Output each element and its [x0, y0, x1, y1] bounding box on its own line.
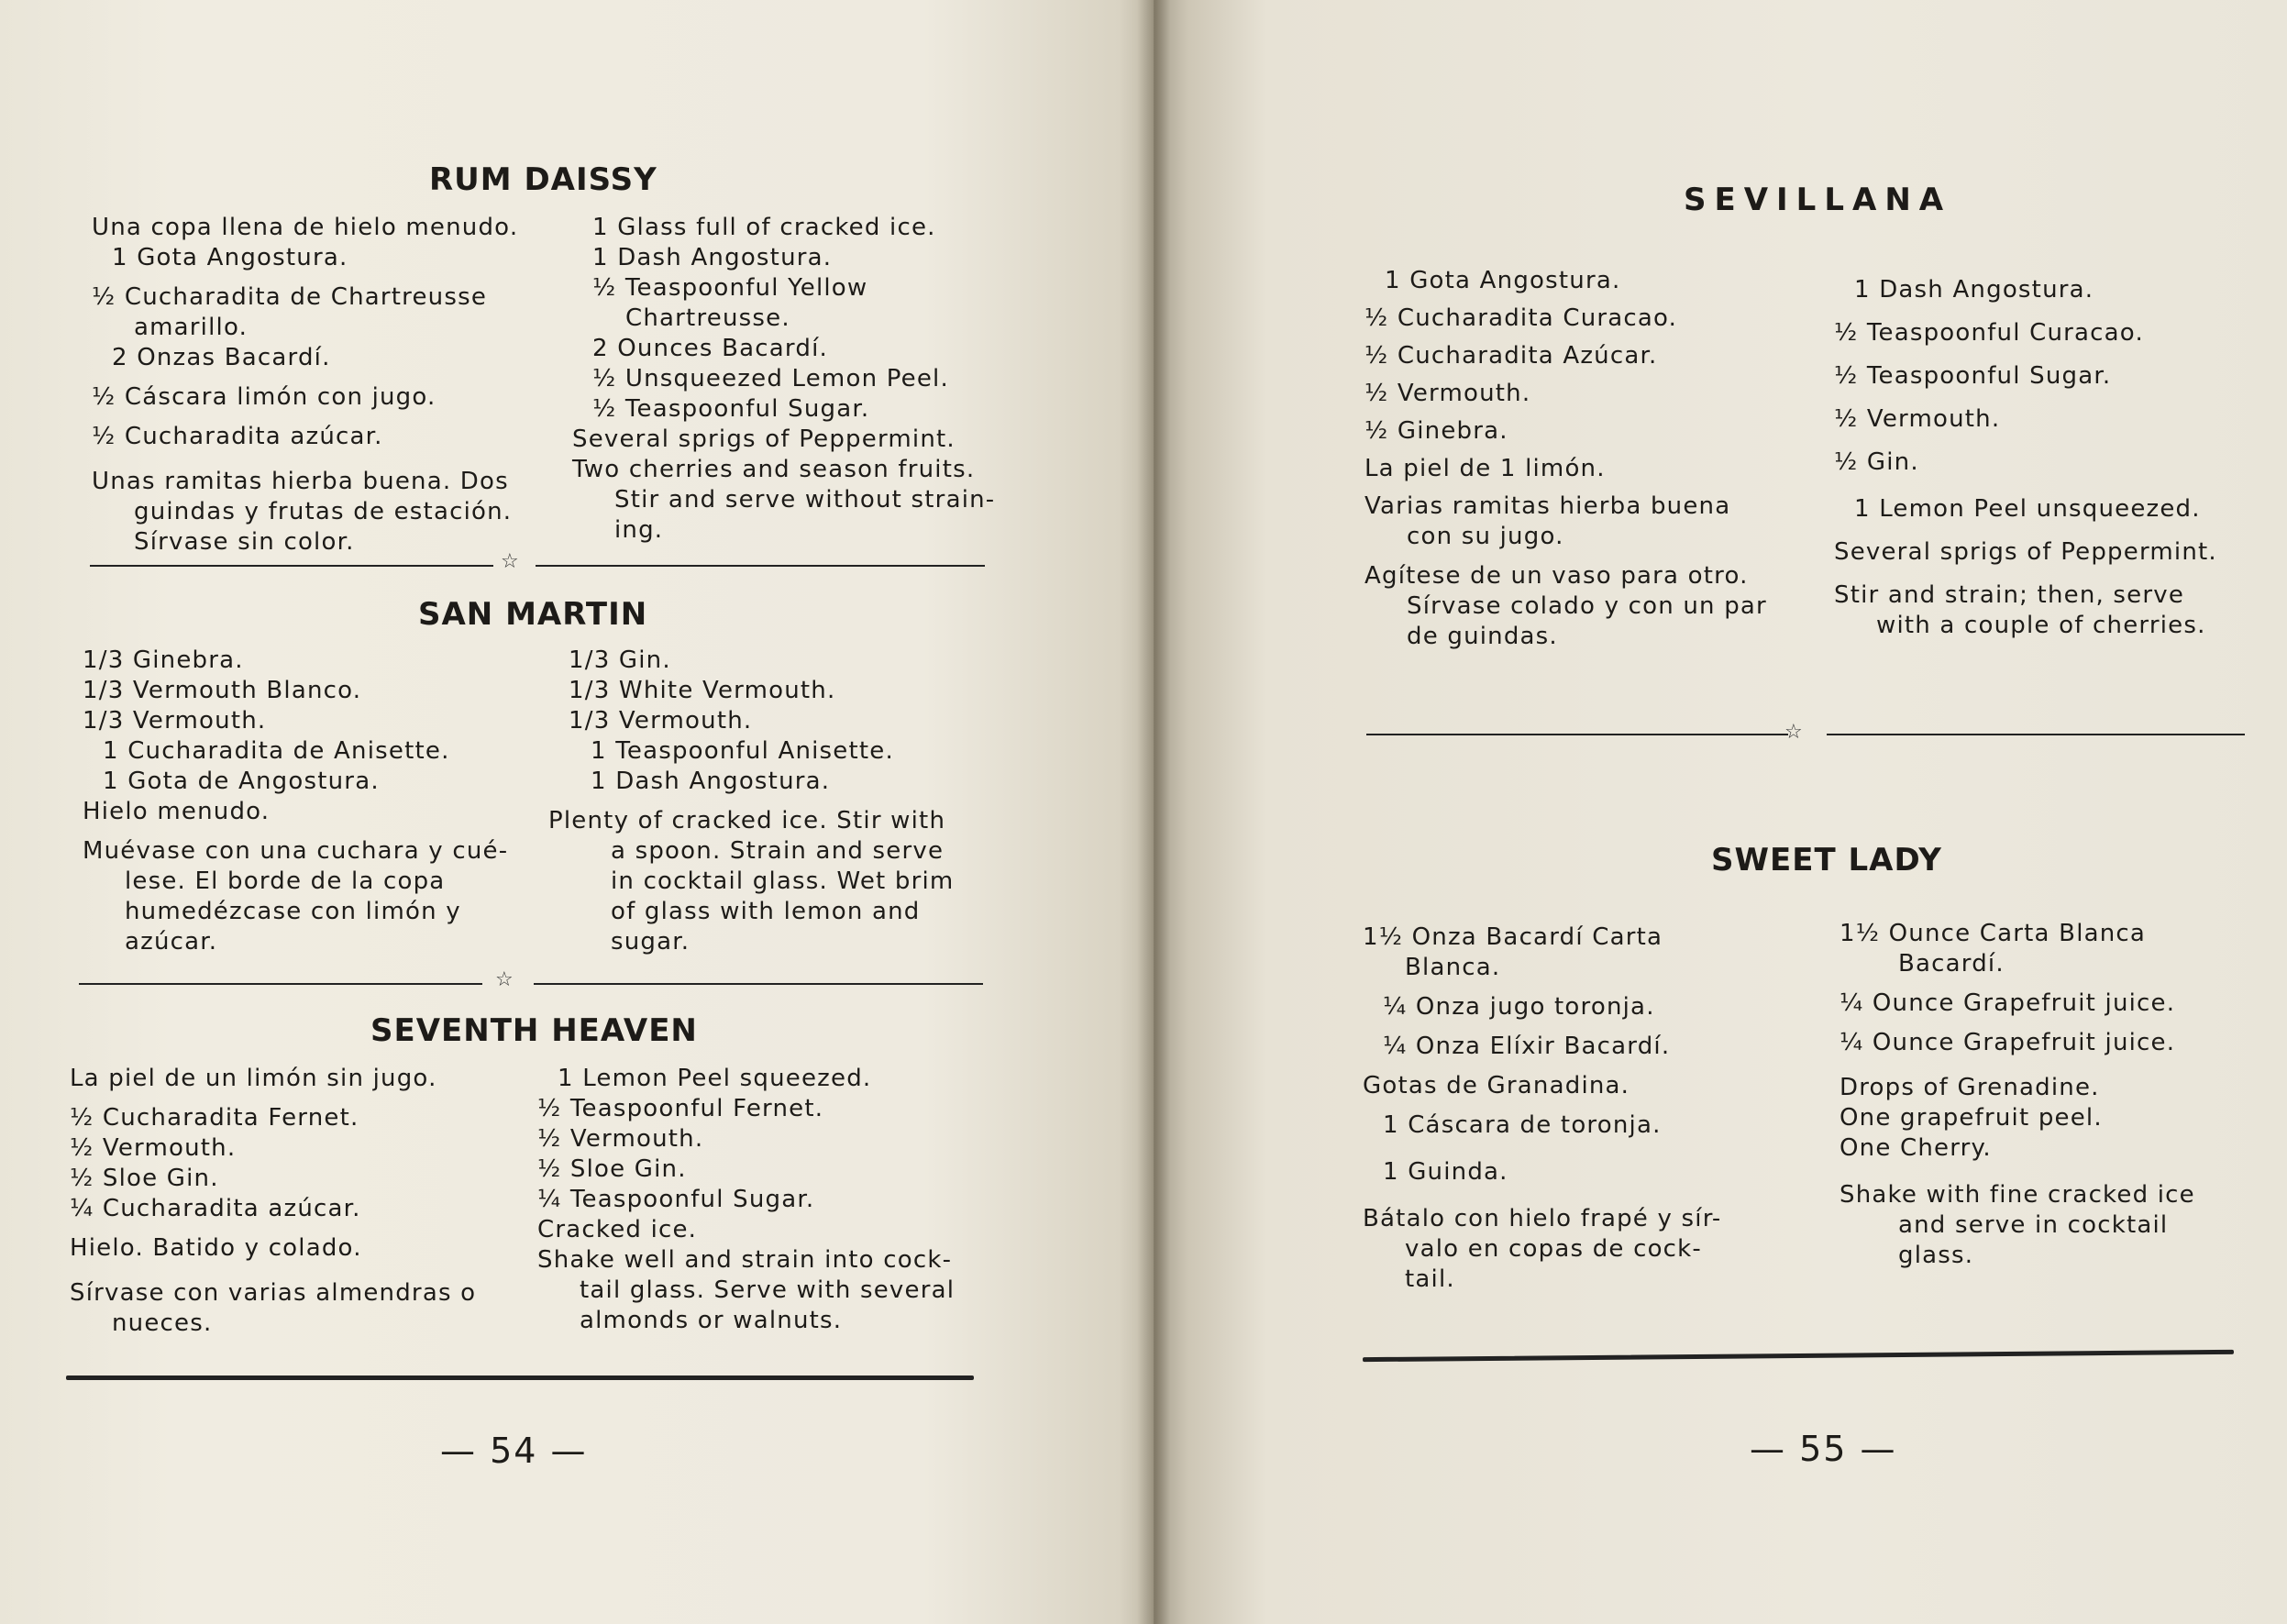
ingredient-line: 1½ Onza Bacardí Carta	[1363, 923, 1663, 951]
ingredient-line: ½ Unsqueezed Lemon Peel.	[592, 365, 949, 392]
ingredient-line: ¼ Teaspoonful Sugar.	[537, 1186, 815, 1213]
ingredient-line: 1 Lemon Peel unsqueezed.	[1854, 495, 2201, 523]
ingredient-line: 1 Cucharadita de Anisette.	[103, 737, 450, 765]
instruction-line: with a couple of cherries.	[1876, 612, 2206, 639]
ingredient-line: 1 Gota de Angostura.	[103, 768, 380, 795]
ingredient-line: ¼ Ounce Grapefruit juice.	[1840, 989, 2176, 1017]
page-number: — 55 —	[1750, 1429, 1897, 1469]
ingredient-line: Hielo menudo.	[83, 798, 271, 825]
ingredient-line: ½ Vermouth.	[1834, 405, 2001, 433]
ingredient-line: Blanca.	[1405, 954, 1501, 981]
ingredient-line: ½ Gin.	[1834, 448, 1919, 476]
ingredient-line: 1 Cáscara de toronja.	[1383, 1111, 1662, 1139]
ingredient-line: ¼ Cucharadita azúcar.	[70, 1195, 361, 1222]
recipe-title-san-martin: SAN MARTIN	[418, 596, 648, 633]
ingredient-line: 1 Gota Angostura.	[112, 244, 348, 271]
separator-rule	[1366, 734, 1788, 735]
rum-daissy-english-column	[572, 213, 995, 546]
instruction-line: azúcar.	[125, 928, 218, 956]
page-number: — 54 —	[440, 1431, 588, 1471]
ingredient-line: 1 Gota Angostura.	[1385, 267, 1621, 294]
instruction-line: Stir and strain; then, serve	[1834, 581, 2185, 609]
ingredient-line: 1/3 White Vermouth.	[569, 677, 836, 704]
ingredient-line: ½ Ginebra.	[1364, 417, 1508, 445]
ingredient-line: 1/3 Vermouth.	[569, 707, 753, 735]
instruction-line: Hielo. Batido y colado.	[70, 1234, 362, 1262]
ingredient-line: 1/3 Ginebra.	[83, 646, 244, 674]
ingredient-line: con su jugo.	[1407, 523, 1564, 550]
ingredient-line: 1 Dash Angostura.	[1854, 276, 2094, 304]
instruction-line: tail.	[1405, 1265, 1455, 1293]
instruction-line: nueces.	[112, 1309, 213, 1337]
separator-rule	[90, 565, 493, 567]
instruction-line: Sírvase con varias almendras o	[70, 1279, 477, 1307]
sweet-lady-spanish-column	[1363, 922, 1722, 1295]
ingredient-line: ½ Teaspoonful Sugar.	[1834, 362, 2112, 390]
separator-rule	[536, 565, 985, 567]
ingredient-line: La piel de un limón sin jugo.	[70, 1065, 437, 1092]
san-martin-english-column	[548, 646, 954, 957]
instruction-line: a spoon. Strain and serve	[611, 837, 945, 865]
sevillana-english-column	[1834, 275, 2217, 641]
ingredient-line: ½ Cucharadita Fernet.	[70, 1104, 359, 1132]
ingredient-line: ½ Cucharadita de Chartreusse	[92, 283, 488, 311]
star-ornament: ☆	[501, 550, 519, 573]
instruction-line: ing.	[614, 516, 664, 544]
ingredient-line: 1 Glass full of cracked ice.	[592, 214, 936, 241]
ingredient-line: ½ Teaspoonful Curacao.	[1834, 319, 2144, 347]
ingredient-line: ¼ Ounce Grapefruit juice.	[1840, 1029, 2176, 1056]
sevillana-spanish-column	[1364, 266, 1767, 652]
ingredient-line: 1/3 Gin.	[569, 646, 671, 674]
ingredient-line: Varias ramitas hierba buena	[1364, 492, 1731, 520]
ingredient-line: Cracked ice.	[537, 1216, 698, 1243]
seventh-heaven-english-column	[537, 1064, 955, 1336]
instruction-line: Agítese de un vaso para otro.	[1364, 562, 1749, 590]
instruction-line: Muévase con una cuchara y cué-	[83, 837, 509, 865]
ingredient-line: 1 Dash Angostura.	[592, 244, 833, 271]
ingredient-line: ¼ Onza Elíxir Bacardí.	[1383, 1033, 1671, 1060]
ingredient-line: ½ Cáscara limón con jugo.	[92, 383, 436, 411]
instruction-line: lese. El borde de la copa	[125, 867, 446, 895]
bottom-rule	[66, 1375, 974, 1380]
ingredient-line: 1/3 Vermouth.	[83, 707, 267, 735]
instruction-line: Shake with fine cracked ice	[1840, 1181, 2195, 1209]
ingredient-line: Bacardí.	[1898, 950, 2005, 978]
instruction-line: sugar.	[611, 928, 691, 956]
ingredient-line: ½ Vermouth.	[70, 1134, 237, 1162]
ingredient-line: ½ Vermouth.	[537, 1125, 704, 1153]
instruction-line: Unas ramitas hierba buena. Dos	[92, 468, 509, 495]
ingredient-line: ½ Cucharadita azúcar.	[92, 423, 383, 450]
instruction-line: humedézcase con limón y	[125, 898, 461, 925]
ingredient-line: Several sprigs of Peppermint.	[1834, 538, 2217, 566]
instruction-line: Bátalo con hielo frapé y sír-	[1363, 1205, 1722, 1232]
recipe-title-seventh-heaven: SEVENTH HEAVEN	[370, 1012, 698, 1049]
ingredient-line: ½ Sloe Gin.	[537, 1155, 687, 1183]
ingredient-line: 1 Lemon Peel squeezed.	[558, 1065, 872, 1092]
ingredient-line: 1½ Ounce Carta Blanca	[1840, 920, 2147, 947]
ingredient-line: 1 Guinda.	[1383, 1158, 1508, 1186]
instruction-line: glass.	[1898, 1242, 1974, 1269]
rum-daissy-spanish-column	[92, 213, 518, 558]
ingredient-line: 2 Ounces Bacardí.	[592, 335, 828, 362]
book-gutter	[1137, 0, 1170, 1624]
instruction-line: Stir and serve without strain-	[614, 486, 996, 514]
san-martin-spanish-column	[83, 646, 508, 957]
ingredient-line: 1/3 Vermouth Blanco.	[83, 677, 362, 704]
instruction-line: of glass with lemon and	[611, 898, 921, 925]
bottom-rule	[1363, 1350, 2234, 1362]
ingredient-line: La piel de 1 limón.	[1364, 455, 1606, 482]
ingredient-line: ½ Cucharadita Azúcar.	[1364, 342, 1658, 370]
ingredient-line: ½ Teaspoonful Yellow	[592, 274, 868, 302]
recipe-title-sweet-lady: SWEET LADY	[1711, 842, 1942, 878]
instruction-line: Plenty of cracked ice. Stir with	[548, 807, 946, 834]
ingredient-line: ½ Teaspoonful Fernet.	[537, 1095, 824, 1122]
ingredient-line: Una copa llena de hielo menudo.	[92, 214, 519, 241]
instruction-line: and serve in cocktail	[1898, 1211, 2169, 1239]
instruction-line: valo en copas de cock-	[1405, 1235, 1703, 1263]
ingredient-line: ½ Sloe Gin.	[70, 1165, 219, 1192]
ingredient-line: ½ Teaspoonful Sugar.	[592, 395, 870, 423]
ingredient-line: 1 Dash Angostura.	[591, 768, 831, 795]
separator-rule	[534, 983, 983, 985]
ingredient-line: Gotas de Granadina.	[1363, 1072, 1630, 1099]
instruction-line: Sírvase colado y con un par	[1407, 592, 1767, 620]
ingredient-line: ¼ Onza jugo toronja.	[1383, 993, 1655, 1021]
ingredient-line: amarillo.	[134, 314, 249, 341]
ingredient-line: Several sprigs of Peppermint.	[572, 425, 956, 453]
sweet-lady-english-column	[1840, 919, 2195, 1271]
ingredient-line: 2 Onzas Bacardí.	[112, 344, 331, 371]
ingredient-line: One Cherry.	[1840, 1134, 1992, 1162]
star-ornament: ☆	[495, 968, 514, 991]
instruction-line: Shake well and strain into cock-	[537, 1246, 953, 1274]
instruction-line: almonds or walnuts.	[580, 1307, 843, 1334]
ingredient-line: 1 Teaspoonful Anisette.	[591, 737, 894, 765]
instruction-line: Two cherries and season fruits.	[572, 456, 976, 483]
star-ornament: ☆	[1784, 721, 1803, 744]
ingredient-line: Drops of Grenadine.	[1840, 1074, 2100, 1101]
recipe-title-rum-daissy: RUM DAISSY	[429, 161, 657, 198]
ingredient-line: One grapefruit peel.	[1840, 1104, 2103, 1132]
ingredient-line: ½ Cucharadita Curacao.	[1364, 304, 1678, 332]
separator-rule	[1827, 734, 2245, 735]
recipe-title-sevillana: SEVILLANA	[1684, 182, 1952, 218]
instruction-line: de guindas.	[1407, 623, 1558, 650]
ingredient-line: Chartreusse.	[625, 304, 790, 332]
ingredient-line: ½ Vermouth.	[1364, 380, 1531, 407]
seventh-heaven-spanish-column	[70, 1064, 476, 1339]
separator-rule	[79, 983, 482, 985]
instruction-line: guindas y frutas de estación.	[134, 498, 513, 525]
right-page	[1154, 0, 2287, 1624]
instruction-line: Sírvase sin color.	[134, 528, 355, 556]
instruction-line: in cocktail glass. Wet brim	[611, 867, 955, 895]
instruction-line: tail glass. Serve with several	[580, 1276, 956, 1304]
